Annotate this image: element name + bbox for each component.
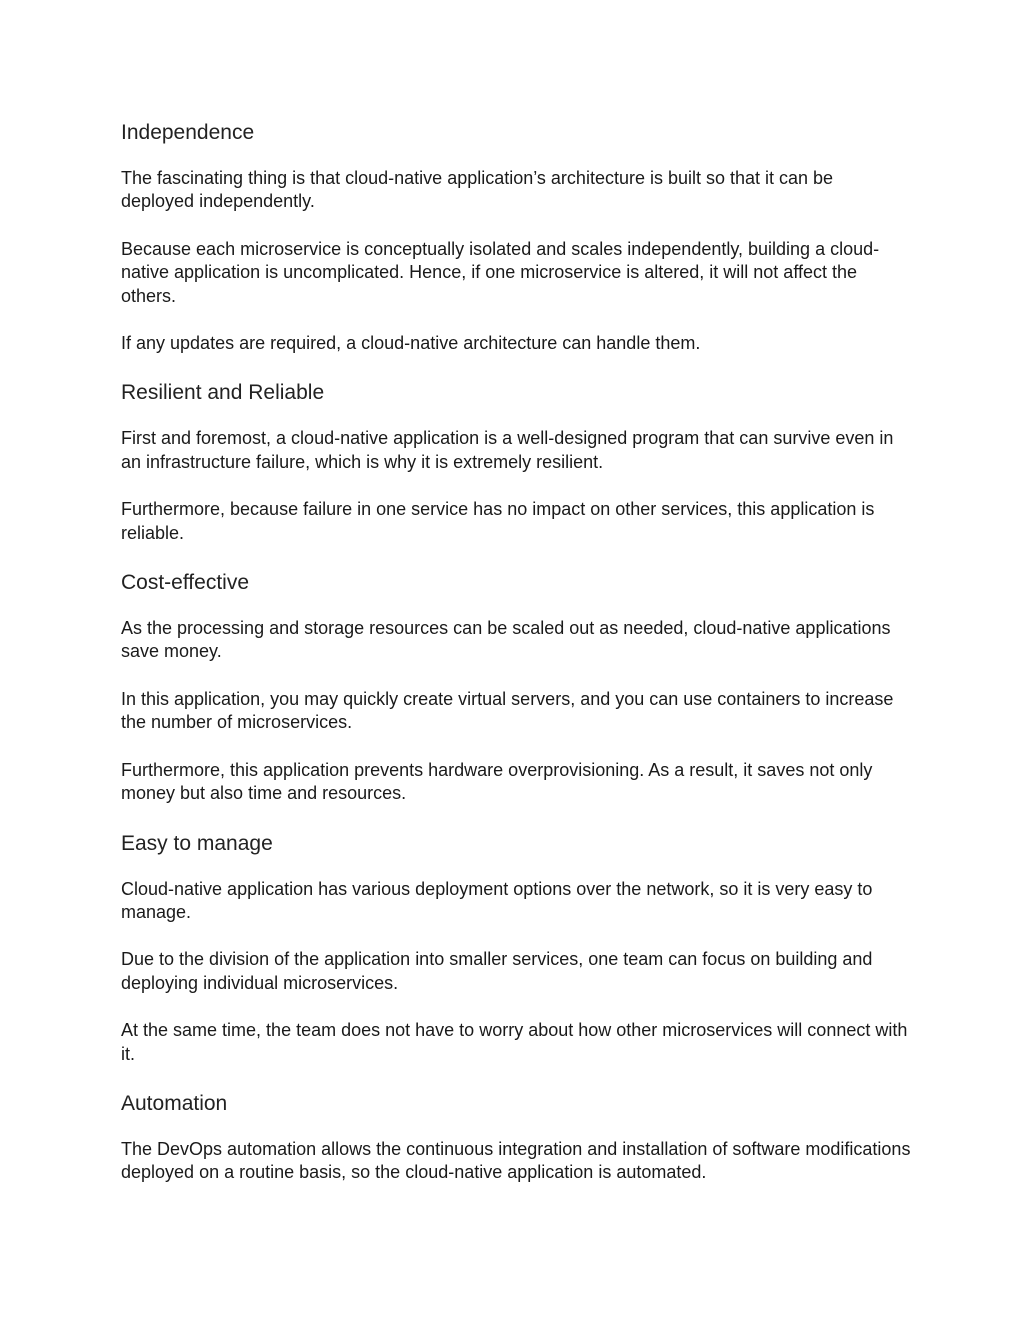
section-heading: Independence: [121, 121, 255, 144]
section-automation: [121, 1090, 911, 1185]
paragraph: The fascinating thing is that cloud-native application’s architecture is built so that it can be deployed independently.: [121, 168, 834, 212]
paragraph: First and foremost, a cloud-native application is a well-designed program that can survive even in an infrastructure failure, which is why it is extremely resilient.: [121, 428, 894, 472]
section-resilient-and-reliable: [121, 379, 911, 545]
paragraph: Furthermore, because failure in one service has no impact on other services, this application is reliable.: [121, 499, 875, 543]
section-cost-effective: [121, 569, 911, 805]
section-heading: Easy to manage: [121, 831, 273, 855]
paragraph: At the same time, the team does not have to worry about how other microservices will connect with it.: [121, 1020, 908, 1064]
paragraph: In this application, you may quickly create virtual servers, and you can use containers to increase the number of microservices.: [121, 688, 894, 733]
paragraph: Due to the division of the application into smaller services, one team can focus on building and deploying individual microservices.: [121, 949, 873, 993]
paragraph: Cloud-native application has various deployment options over the network, so it is very easy to manage.: [121, 878, 873, 922]
document-page: [121, 119, 911, 1209]
paragraph: Because each microservice is conceptually isolated and scales independently, building a cloud-native application is uncomplicated. Hence, if one microservice is altered, it will not affect the others.: [121, 238, 880, 306]
section-independence: [121, 119, 911, 355]
section-easy-to-manage: [121, 830, 911, 1066]
section-heading: Cost-effective: [121, 571, 249, 595]
paragraph: Furthermore, this application prevents hardware overprovisioning. As a result, it saves not only money but also time and resources.: [121, 759, 873, 804]
paragraph: As the processing and storage resources can be scaled out as needed, cloud-native applications save money.: [121, 618, 891, 662]
paragraph: The DevOps automation allows the continuous integration and installation of software modifications deployed on a routine basis, so the cloud-native application is automated.: [121, 1138, 911, 1183]
paragraph: If any updates are required, a cloud-native architecture can handle them.: [121, 333, 701, 354]
section-heading: Resilient and Reliable: [121, 381, 325, 405]
section-heading: Automation: [121, 1091, 228, 1115]
